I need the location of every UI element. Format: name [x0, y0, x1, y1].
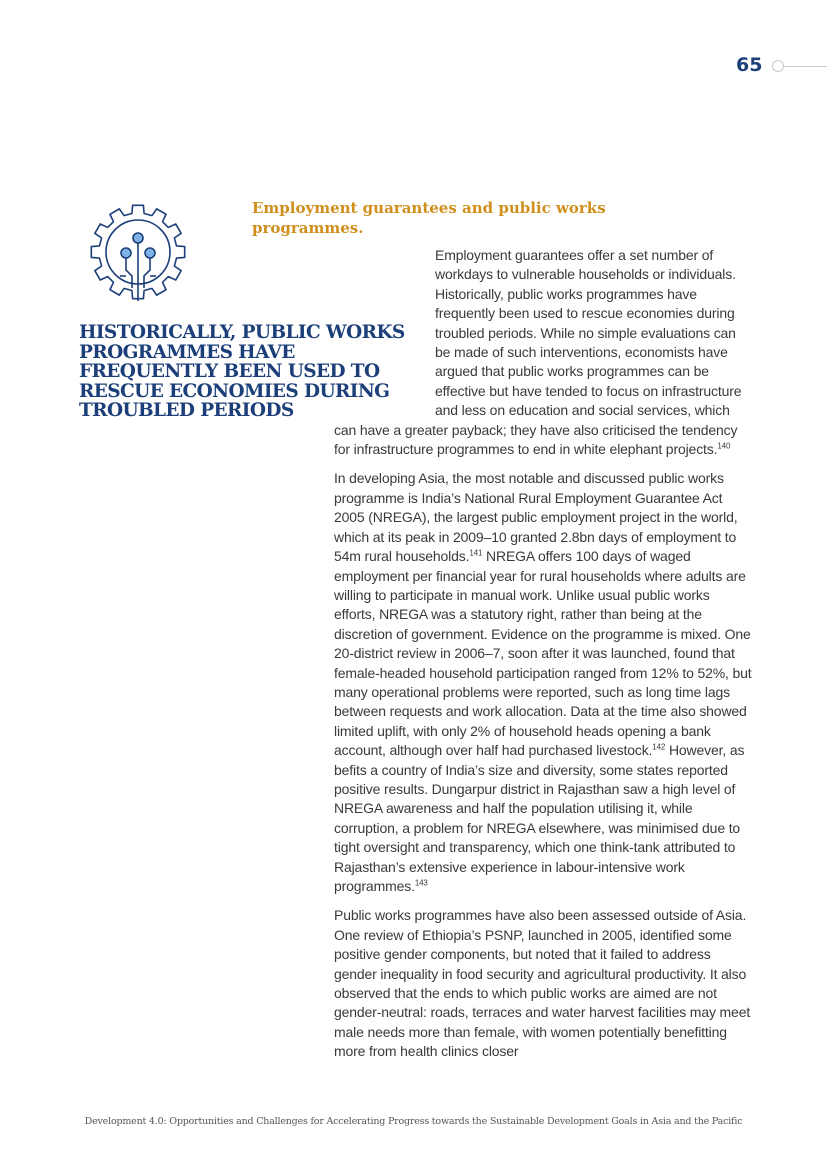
paragraph-3	[334, 906, 752, 1061]
body-text-column	[334, 246, 752, 1072]
paragraph-2-text-a: In developing Asia, the most notable and discussed public works programme is India’s National Rural Employment Guarantee Act 2005 (NREGA), the largest public employment project in the world, which at its peak in 2009–10 granted 2.8bn days of employment to 54m rural households.	[334, 470, 738, 565]
footnote-ref: 143	[414, 878, 428, 888]
pull-quote: HISTORICALLY, PUBLIC WORKS PROGRAMMES HAVE FREQUENTLY BEEN USED TO RESCUE ECONOMIES DURING TROUBLED PERIODS	[79, 322, 405, 421]
pull-quote-wrap-spacer	[334, 304, 435, 420]
paragraph-3-text: Public works programmes have also been assessed outside of Asia. One review of Ethiopia’s PSNP, launched in 2005, identified some positive gender components, but noted that it failed to address gender inequality in food security and agricultural productivity. It also observed that the ends to which public works are aimed are not gender-neutral: roads, terraces and water harvest facilities may meet male needs more than female, with women potentially benefitting more from health clinics closer	[334, 907, 751, 1060]
paragraph-2	[334, 469, 752, 896]
page-marker-line	[784, 66, 827, 67]
section-heading: Employment guarantees and public works programmes.	[252, 199, 606, 237]
paragraph-2-text-b: NREGA offers 100 days of waged employment per financial year for rural households where adults are willing to participate in manual work. Unlike usual public works efforts, NREGA was a statutory right, rather than being at the discretion of government. Evidence on the programme is mixed. One 20-district review in 2006–7, soon after it was launched, found that female-headed household participation ranged from 12% to 52%, but many operational problems were reported, such as long time lags between requests and work allocation. Data at the time also showed limited uplift, with only 2% of household heads opening a bank account, although over half had purchased livestock.	[334, 548, 752, 759]
footnote-ref: 141	[469, 548, 483, 558]
gear-circuit-icon	[88, 202, 188, 302]
paragraph-1	[334, 246, 752, 459]
page-number: 65	[736, 54, 763, 76]
page-marker-circle	[772, 60, 784, 72]
paragraph-1-text: Employment guarantees offer a set number of workdays to vulnerable households or individuals. Historically, public works programmes have frequently been used to rescue economies during troubled periods. While no simple evaluations can be made of such interventions, economists have argued that public works programmes can be effective but have tended to focus on infrastructure and less on education and social services, which can have a greater payback; they have also criticised the tendency for infrastructure programmes to end in white elephant projects.	[334, 247, 742, 458]
page-footer: Development 4.0: Opportunities and Challenges for Accelerating Progress towards the Sustainable Development Goals in Asia and the Pacific	[84, 1116, 743, 1127]
footnote-ref: 142	[652, 742, 666, 752]
footnote-ref: 140	[717, 441, 731, 451]
paragraph-2-text-c: However, as befits a country of India’s size and diversity, some states reported positive results. Dungarpur district in Rajasthan saw a high level of NREGA awareness and half the population utilising it, while corruption, a problem for NREGA elsewhere, was minimised due to tight oversight and transparency, which one think-tank attributed to Rajasthan’s extensive experience in labour-intensive work programmes.	[334, 742, 745, 894]
